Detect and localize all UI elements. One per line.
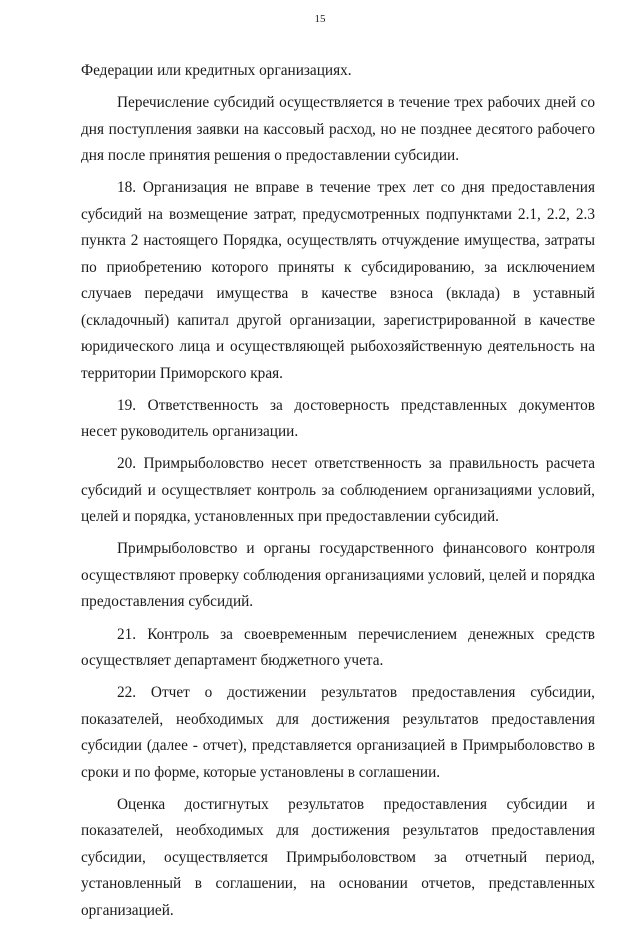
paragraph-22: 22. Отчет о достижении результатов предоставления субсидии, показателей, необходимых для достижения результатов предоставления субсидии (далее - отчет), представляется организацией в Примрыболовство в сроки и по форме, которые установлены в соглашении. <box>81 684 595 781</box>
document-body <box>81 58 595 930</box>
paragraph-21: 21. Контроль за своевременным перечислением денежных средств осуществляет департамент бюджетного учета. <box>81 625 595 670</box>
paragraph-transfer-terms: Перечисление субсидий осуществляется в течение трех рабочих дней со дня поступления заявки на кассовый расход, но не позднее десятого рабочего дня после принятия решения о предоставлении субсидии. <box>81 94 595 165</box>
page-number: 15 <box>314 13 326 25</box>
paragraph-control: Примрыболовство и органы государственного финансового контроля осуществляют проверку соблюдения организациями условий, целей и порядка предоставления субсидий. <box>81 540 595 611</box>
paragraph-continuation: Федерации или кредитных организациях. <box>81 62 352 79</box>
paragraph-20: 20. Примрыболовство несет ответственность за правильность расчета субсидий и осуществляет контроль за соблюдением организациями условий, целей и порядка, установленных при предоставлении субсидий. <box>81 455 595 526</box>
paragraph-19: 19. Ответственность за достоверность представленных документов несет руководитель организации. <box>81 396 595 441</box>
paragraph-18: 18. Организация не вправе в течение трех лет со дня предоставления субсидий на возмещение затрат, предусмотренных подпунктами 2.1, 2.2, 2.3 пункта 2 настоящего Порядка, осуществлять отчуждение имущества, затраты по приобретению которого приняты к субсидированию, за исключением случаев передачи имущества в качестве взноса (вклада) в уставный (складочный) капитал другой организации, зарегистрированной в качестве юридического лица и осуществляющей рыбохозяйственную деятельность на территории Приморского края. <box>81 179 595 382</box>
paragraph-evaluation: Оценка достигнутых результатов предоставления субсидии и показателей, необходимых для достижения результатов предоставления субсидии, осуществляется Примрыболовством за отчетный период, установленный в соглашении, на основании отчетов, представленных организацией. <box>81 795 595 919</box>
